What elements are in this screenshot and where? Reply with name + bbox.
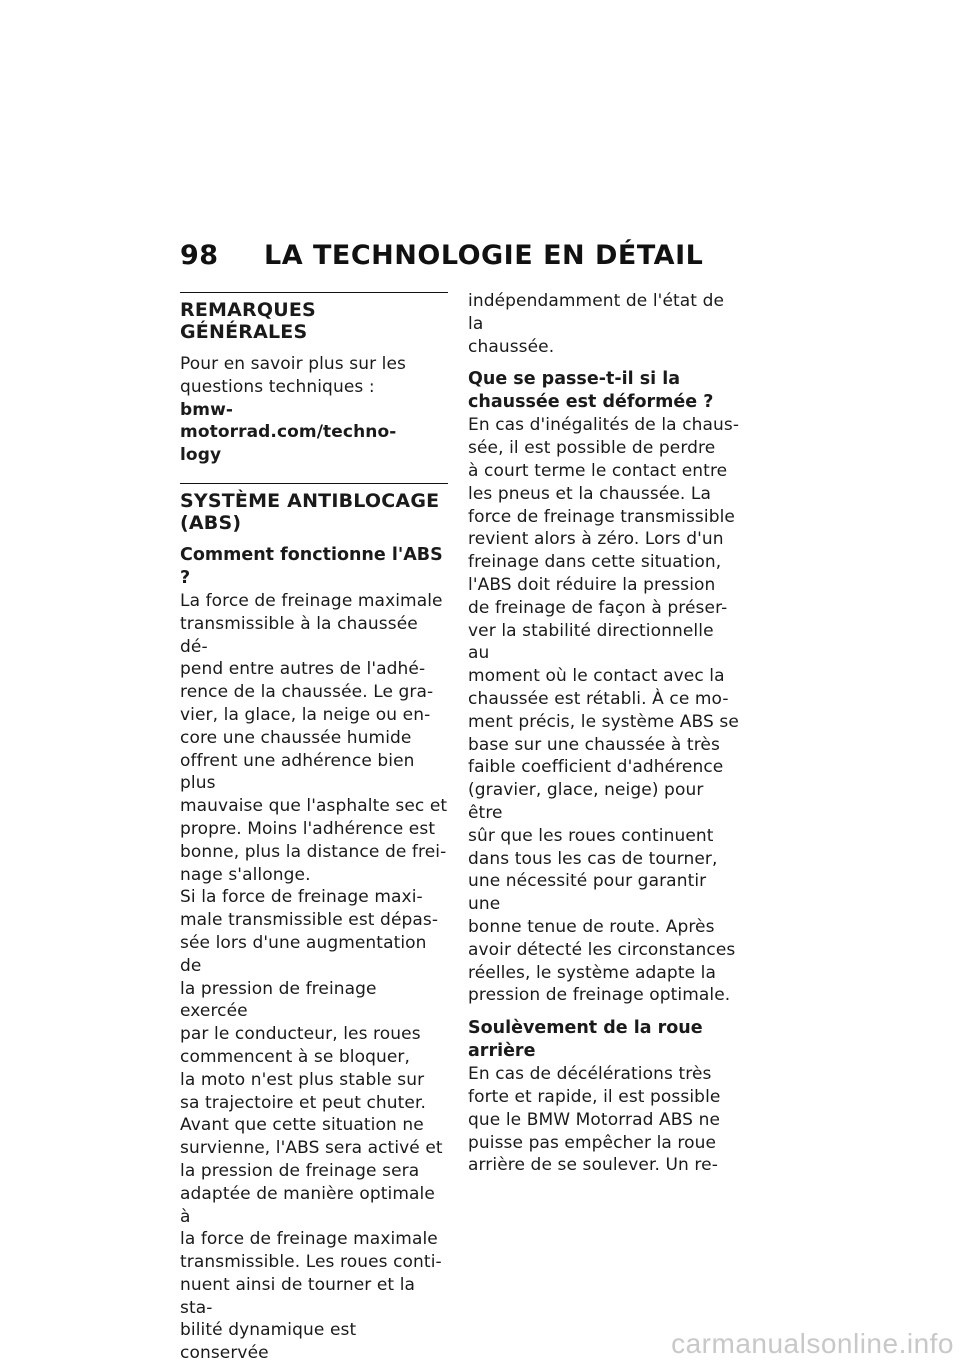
techno-link[interactable]: bmw-motorrad.com/techno- logy bbox=[180, 399, 397, 466]
section-heading-abs: SYSTÈME ANTIBLOCAGE (ABS) bbox=[180, 489, 440, 534]
right-column bbox=[468, 290, 740, 1177]
abs-question-heading: Comment fonctionne l'ABS ? bbox=[180, 544, 443, 588]
watermark: carmanualsonline.info bbox=[671, 1328, 954, 1359]
deformed-road-heading: Que se passe-t-il si la chaussée est déformée ? bbox=[468, 369, 714, 413]
page-title: LA TECHNOLOGIE EN DÉTAIL bbox=[264, 240, 704, 271]
section-heading-general: REMARQUES GÉNÉRALES bbox=[180, 299, 316, 343]
abs-paragraph-2: Si la force de freinage maxi- male transmissible est dépas- sée lors d'une augmentation de la pression de freinage exercée par le conducteur, les roues commencent à se bloquer, la moto n'est plus stable sur sa trajectoire et peut chuter. Avant que cette situation ne survienne, l'ABS sera activé et la pression de freinage sera adaptée de manière optimale à la force de freinage maximale transmissible. Les roues conti- nuent ainsi de tourner et la sta- bilité dynamique est conservée bbox=[180, 887, 443, 1364]
page-number: 98 bbox=[180, 240, 219, 271]
continuation-text: indépendamment de l'état de la chaussée. bbox=[468, 291, 725, 357]
general-text: Pour en savoir plus sur les questions techniques : bbox=[180, 354, 407, 397]
section-divider bbox=[180, 292, 448, 293]
deformed-road-text: En cas d'inégalités de la chaus- sée, il est possible de perdre à court terme le contact entre les pneus et la chaussée. La force de freinage transmissible revient alors à zéro. Lors d'un freinage dans cette situation, l'ABS doit réduire la pression de freinage de façon à préser- ver la stabilité directionnelle au moment où le contact avec la chaussée est rétabli. À ce mo- ment précis, le système ABS se base sur une chaussée à très faible coefficient d'adhérence (gravier, glace, neige) pour être sûr que les roues continuent dans tous les cas de tourner, une nécessité pour garantir une bonne tenue de route. Après avoir détecté les circonstances réelles, le système adapte la pression de freinage optimale. bbox=[468, 415, 740, 1006]
rear-wheel-lift-heading: Soulèvement de la roue arrière bbox=[468, 1018, 703, 1062]
page-header bbox=[180, 240, 780, 271]
rear-wheel-lift-text: En cas de décélérations très forte et rapide, il est possible que le BMW Motorrad ABS ne puisse pas empêcher la roue arrière de se soulever. Un re- bbox=[468, 1064, 721, 1176]
abs-paragraph-1: La force de freinage maximale transmissible à la chaussée dé- pend entre autres de l'adhé- rence de la chaussée. Le gra- vier, la glace, la neige ou en- core une chaussée humide offrent une adhérence bien plus mauvaise que l'asphalte sec et propre. Moins l'adhérence est bonne, plus la distance de frei- nage s'allonge. bbox=[180, 590, 448, 885]
left-column bbox=[180, 292, 448, 1365]
section-divider bbox=[180, 483, 448, 484]
